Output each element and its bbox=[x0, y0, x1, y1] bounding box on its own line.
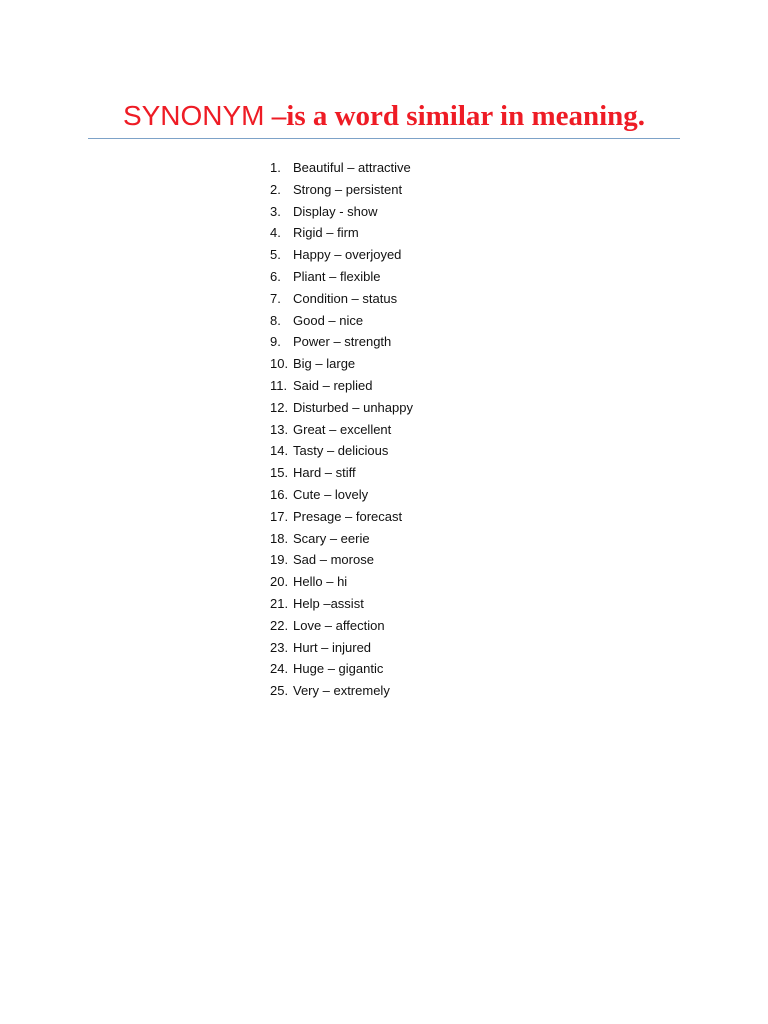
list-item-text: Hurt – injured bbox=[293, 639, 372, 655]
list-item bbox=[270, 506, 413, 528]
list-item-number: 2. bbox=[270, 181, 281, 197]
list-item bbox=[270, 637, 413, 659]
list-item-text: Hello – hi bbox=[293, 574, 348, 590]
list-item-number: 12. bbox=[270, 399, 289, 415]
list-item-number: 10. bbox=[270, 356, 289, 372]
list-item-number: 3. bbox=[270, 203, 281, 219]
list-item-text: Display - show bbox=[293, 203, 378, 219]
list-item-text: Pliant – flexible bbox=[293, 268, 381, 284]
synonym-list bbox=[270, 157, 413, 702]
list-item-number: 13. bbox=[270, 421, 289, 437]
list-item-number: 15. bbox=[270, 465, 289, 481]
list-item-number: 14. bbox=[270, 443, 289, 459]
list-item-number: 22. bbox=[270, 617, 289, 633]
list-item bbox=[270, 419, 413, 441]
list-item bbox=[270, 244, 413, 266]
page-title bbox=[0, 96, 768, 136]
list-item-number: 17. bbox=[270, 508, 289, 524]
list-item-text: Said – replied bbox=[293, 377, 373, 393]
list-item-text: Cute – lovely bbox=[293, 486, 369, 502]
list-item bbox=[270, 288, 413, 310]
list-item-number: 6. bbox=[270, 268, 281, 284]
list-item-text: Tasty – delicious bbox=[293, 443, 389, 459]
list-item-number: 25. bbox=[270, 683, 289, 699]
list-item-number: 8. bbox=[270, 312, 281, 328]
list-item bbox=[270, 222, 413, 244]
list-item-number: 1. bbox=[270, 160, 281, 175]
list-item-text: Help –assist bbox=[293, 595, 364, 611]
list-item-text: Hard – stiff bbox=[293, 465, 356, 481]
list-item bbox=[270, 528, 413, 550]
list-item bbox=[270, 440, 413, 462]
list-item-number: 4. bbox=[270, 225, 281, 241]
list-item-text: Sad – morose bbox=[293, 552, 374, 568]
list-item-text: Beautiful – attractive bbox=[293, 160, 411, 175]
list-item-number: 21. bbox=[270, 595, 289, 611]
list-item bbox=[270, 658, 413, 680]
list-item bbox=[270, 397, 413, 419]
list-item bbox=[270, 549, 413, 571]
title-term: SYNONYM bbox=[122, 100, 265, 131]
list-item-number: 9. bbox=[270, 334, 281, 350]
list-item bbox=[270, 201, 413, 223]
list-item-text: Power – strength bbox=[293, 334, 392, 350]
list-item-text: Condition – status bbox=[293, 290, 398, 306]
list-item-text: Presage – forecast bbox=[293, 508, 403, 524]
title-definition: –is a word similar in meaning. bbox=[264, 100, 646, 132]
list-item bbox=[270, 331, 413, 353]
list-item-number: 24. bbox=[270, 661, 289, 677]
list-item-text: Big – large bbox=[293, 356, 356, 372]
list-item bbox=[270, 462, 413, 484]
list-item bbox=[270, 484, 413, 506]
list-item-text: Disturbed – unhappy bbox=[293, 399, 413, 415]
list-item-number: 7. bbox=[270, 290, 281, 306]
list-item bbox=[270, 680, 413, 702]
list-item-text: Love – affection bbox=[293, 617, 385, 633]
list-item-text: Happy – overjoyed bbox=[293, 247, 402, 263]
list-item-text: Scary – eerie bbox=[293, 530, 370, 546]
list-item-number: 20. bbox=[270, 574, 289, 590]
list-item bbox=[270, 179, 413, 201]
list-item-text: Great – excellent bbox=[293, 421, 392, 437]
list-item bbox=[270, 266, 413, 288]
list-item-text: Rigid – firm bbox=[293, 225, 359, 241]
list-item-number: 5. bbox=[270, 247, 281, 263]
list-item-text: Very – extremely bbox=[293, 683, 390, 699]
list-item-text: Strong – persistent bbox=[293, 181, 403, 197]
list-item bbox=[270, 310, 413, 332]
list-item-number: 11. bbox=[270, 377, 288, 393]
list-item bbox=[270, 615, 413, 637]
list-item bbox=[270, 157, 413, 179]
list-item-number: 18. bbox=[270, 530, 289, 546]
list-item-number: 19. bbox=[270, 552, 289, 568]
list-item bbox=[270, 353, 413, 375]
list-item-text: Good – nice bbox=[293, 312, 364, 328]
list-item bbox=[270, 593, 413, 615]
list-item bbox=[270, 571, 413, 593]
list-item-number: 16. bbox=[270, 486, 289, 502]
list-item-number: 23. bbox=[270, 639, 289, 655]
title-underline bbox=[88, 138, 680, 139]
list-item bbox=[270, 375, 413, 397]
list-item-text: Huge – gigantic bbox=[293, 661, 384, 677]
